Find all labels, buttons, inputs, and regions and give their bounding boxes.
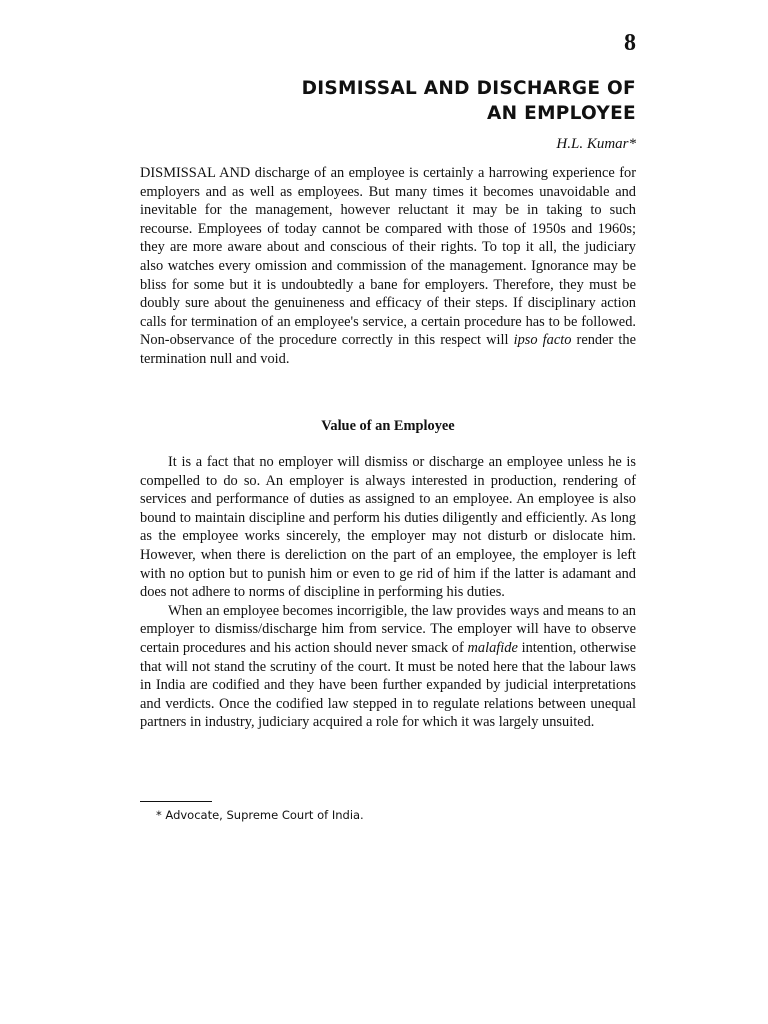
chapter-number: 8 — [624, 30, 636, 56]
para2-italic-term: malafide — [467, 639, 518, 656]
article-title-line-2: AN EMPLOYEE — [486, 103, 636, 124]
value-of-employee-section — [140, 453, 636, 732]
intro-section — [140, 164, 636, 369]
intro-paragraph — [140, 164, 636, 369]
author-name: H.L. Kumar* — [556, 136, 636, 152]
para2-text-end: intention, otherwise that will not stand the scrutiny of the court. It must be noted here that the labour laws in India are codified and they have been further expanded by judicial interpretations and verdicts. Once the codified law stepped in to regulate relations between unequal partners in industry, judiciary acquired a role for which it was largely unsuited. — [140, 639, 636, 731]
body-paragraph-1: It is a fact that no employer will dismiss or discharge an employee unless he is compelled to do so. An employer is always interested in production, rendering of services and performance of duties as assigned to an employee. An employee is also bound to maintain discipline and perform his duties diligently and efficiently. As long as the employee works sincerely, the employer may not disturb or dislocate him. However, when there is dereliction on the part of an employee, the employer is left with no option but to punish him or even to ge rid of him if the latter is adamant and does not adhere to norms of discipline in performing his duties. — [140, 454, 636, 601]
section-heading: Value of an Employee — [321, 418, 455, 434]
para2-text-start: When an employee becomes incorrigible, the law provides ways and means to an employer to dismiss/discharge him from service. The employer will have to observe certain procedures and his action should never smack of — [140, 602, 636, 656]
body-paragraph-2 — [140, 602, 636, 732]
footnote: * Advocate, Supreme Court of India. — [156, 808, 364, 822]
intro-text-start: DISMISSAL AND discharge of an employee is certainly a harrowing experience for employers and as well as employees. But many times it becomes unavoidable and inevitable for the management, however reluctant it may be in taking to such recourse. Employees of today cannot be compared with those of 1950s and 1960s; they are more aware about and conscious of their rights. To top it all, the judiciary also watches every omission and commission of the management. Ignorance may be bliss for some but it is undoubtedly a bane for employers. Therefore, they must be doubly sure about the genuineness and efficacy of their steps. If disciplinary action calls for termination of an employee's service, a certain procedure has to be followed. Non-observance of the procedure correctly in this respect will — [140, 165, 636, 349]
intro-text-end: render the termination null and void. — [140, 332, 636, 367]
footnote-divider — [140, 801, 212, 802]
article-title-line-1: DISMISSAL AND DISCHARGE OF — [301, 78, 636, 99]
article-title — [176, 76, 636, 126]
intro-italic-term: ipso facto — [513, 332, 572, 349]
